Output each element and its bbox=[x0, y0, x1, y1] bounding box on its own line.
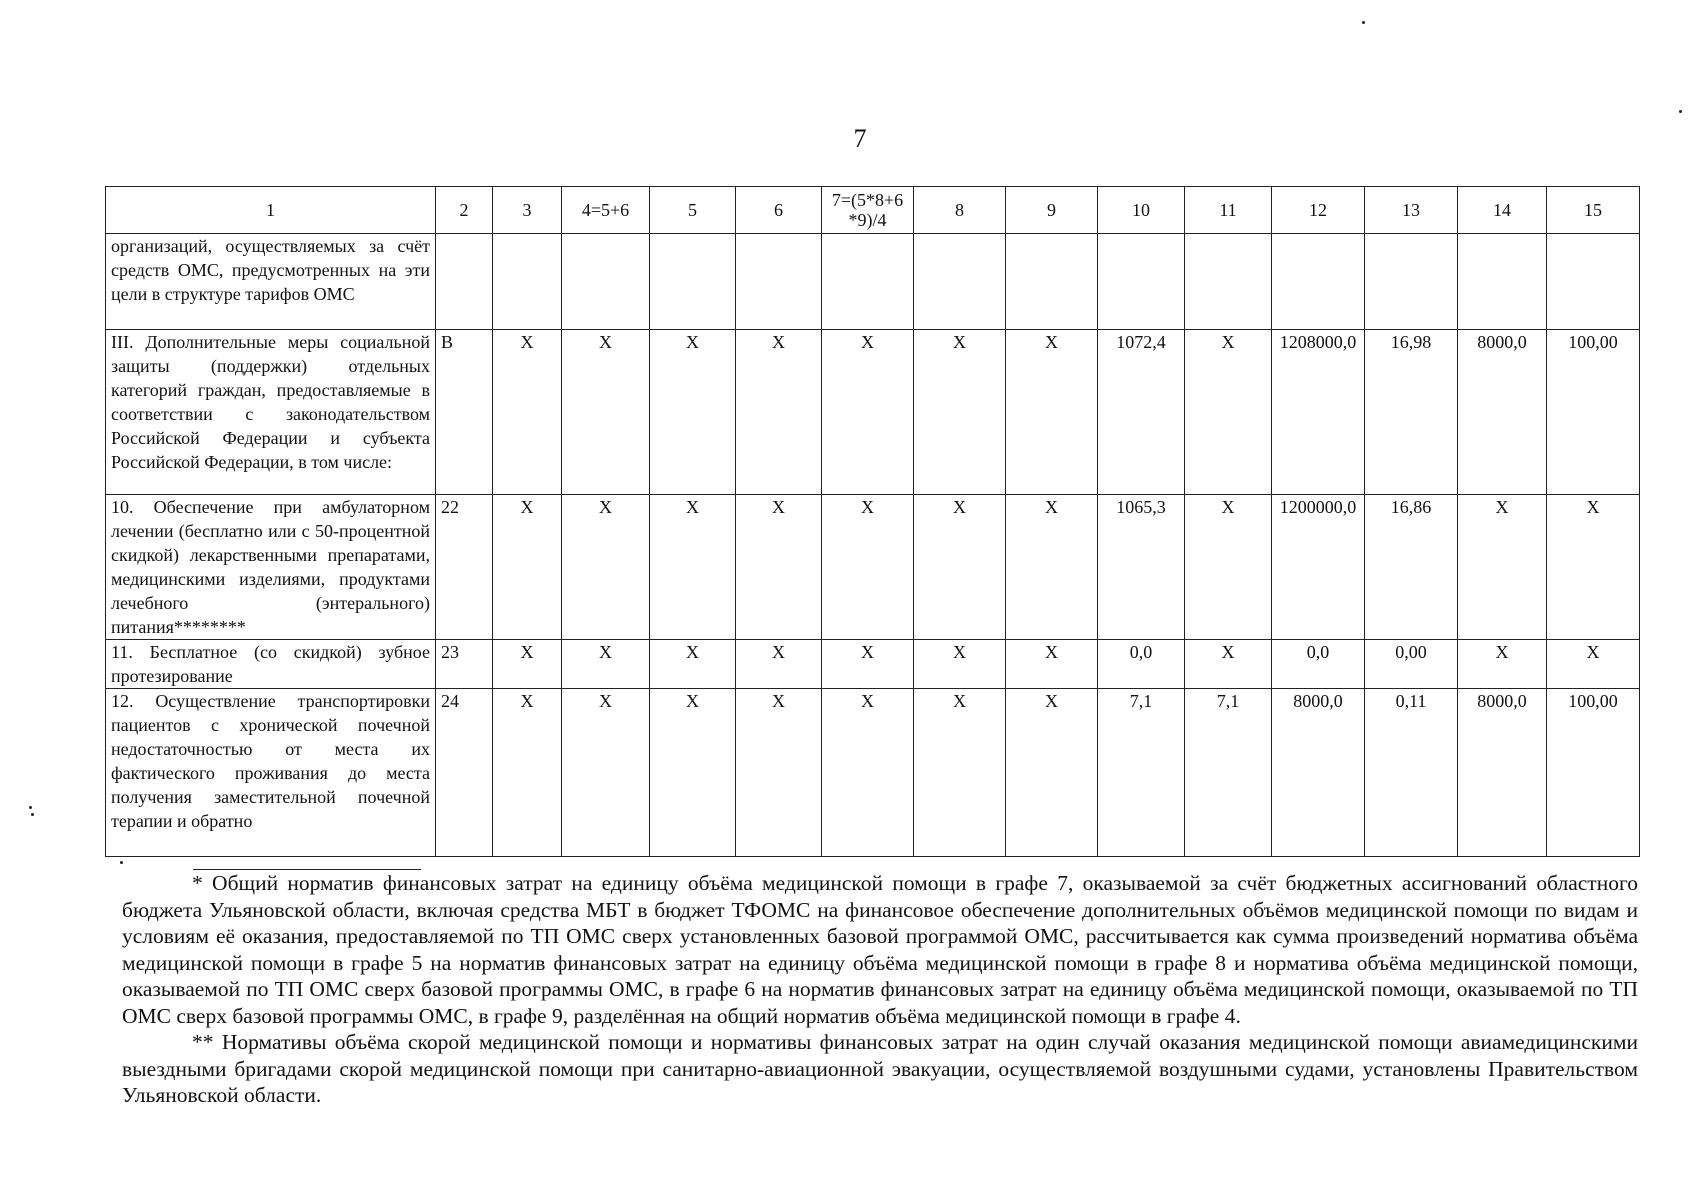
table-cell: Х bbox=[493, 330, 562, 495]
table-cell: Х bbox=[562, 689, 650, 857]
column-header: 10 bbox=[1098, 187, 1185, 234]
footnotes bbox=[122, 870, 1638, 1109]
table-cell: Х bbox=[562, 640, 650, 689]
table-cell bbox=[1006, 234, 1098, 330]
table-row bbox=[106, 689, 1640, 857]
table-cell: Х bbox=[1547, 640, 1640, 689]
table-cell: Х bbox=[1458, 640, 1547, 689]
table-cell: Х bbox=[650, 640, 736, 689]
column-header: 9 bbox=[1006, 187, 1098, 234]
scan-speck bbox=[29, 806, 32, 809]
table-cell: 1200000,0 bbox=[1272, 495, 1365, 640]
column-header: 11 bbox=[1185, 187, 1272, 234]
table-cell: 0,00 bbox=[1365, 640, 1458, 689]
row-code: 23 bbox=[436, 640, 493, 689]
column-header: 15 bbox=[1547, 187, 1640, 234]
footnote-2: ** Нормативы объёма скорой медицинской помощи и нормативы финансовых затрат на один случай оказания медицинской помощи авиамедицинскими выездными бригадами скорой медицинской помощи при санитарно-авиационной эвакуации, осуществляемой воздушными судами, установлены Правительством Ульяновской области. bbox=[122, 1030, 1638, 1107]
table-cell bbox=[650, 234, 736, 330]
row-description: III. Дополнительные меры социальной защиты (поддержки) отдельных категорий граждан, предоставляемые в соответствии с законодательством Российской Федерации и субъекта Российской Федерации, в том числе: bbox=[106, 330, 436, 495]
table-cell bbox=[822, 234, 914, 330]
table-cell bbox=[914, 234, 1006, 330]
table-cell: Х bbox=[914, 495, 1006, 640]
table-cell bbox=[562, 234, 650, 330]
table-cell: Х bbox=[1185, 640, 1272, 689]
column-header: 8 bbox=[914, 187, 1006, 234]
table-cell: Х bbox=[736, 640, 822, 689]
table-cell: Х bbox=[1458, 495, 1547, 640]
table-cell: Х bbox=[1006, 495, 1098, 640]
table-cell bbox=[1272, 234, 1365, 330]
table-cell: Х bbox=[736, 330, 822, 495]
table-cell: Х bbox=[1547, 495, 1640, 640]
column-header: 5 bbox=[650, 187, 736, 234]
table-cell: Х bbox=[736, 689, 822, 857]
table-cell: 0,0 bbox=[1098, 640, 1185, 689]
table-cell: 8000,0 bbox=[1458, 689, 1547, 857]
table-cell bbox=[493, 234, 562, 330]
table-row bbox=[106, 640, 1640, 689]
table-cell bbox=[736, 234, 822, 330]
table-cell: Х bbox=[914, 330, 1006, 495]
table-cell: 0,11 bbox=[1365, 689, 1458, 857]
header-row bbox=[106, 187, 1640, 234]
table-cell: 1065,3 bbox=[1098, 495, 1185, 640]
table-cell: Х bbox=[562, 495, 650, 640]
table-cell: 1072,4 bbox=[1098, 330, 1185, 495]
table-cell: 16,86 bbox=[1365, 495, 1458, 640]
standards-table bbox=[105, 186, 1640, 857]
table-cell: 100,00 bbox=[1547, 689, 1640, 857]
table-cell: Х bbox=[914, 640, 1006, 689]
table-cell: Х bbox=[650, 495, 736, 640]
row-description: организаций, осуществляемых за счёт средств ОМС, предусмотренных на эти цели в структуре тарифов ОМС bbox=[106, 234, 436, 330]
column-header: 2 bbox=[436, 187, 493, 234]
row-code: 22 bbox=[436, 495, 493, 640]
row-code: В bbox=[436, 330, 493, 495]
table-cell: 7,1 bbox=[1185, 689, 1272, 857]
table-cell: Х bbox=[1185, 330, 1272, 495]
table-cell: 7,1 bbox=[1098, 689, 1185, 857]
table-cell: Х bbox=[1006, 689, 1098, 857]
table-cell bbox=[1098, 234, 1185, 330]
table-row bbox=[106, 234, 1640, 330]
table-cell bbox=[1547, 234, 1640, 330]
table-cell bbox=[1458, 234, 1547, 330]
table-row bbox=[106, 495, 1640, 640]
table-cell: Х bbox=[650, 689, 736, 857]
row-code bbox=[436, 234, 493, 330]
column-header: 14 bbox=[1458, 187, 1547, 234]
row-description: 10. Обеспечение при амбулаторном лечении (бесплатно или с 50-процентной скидкой) лекарственными препаратами, медицинскими изделиями, продуктами лечебного (энтерального) питания******** bbox=[106, 495, 436, 640]
footnote-1: * Общий норматив финансовых затрат на единицу объёма медицинской помощи в графе 7, оказываемой за счёт бюджетных ассигнований областного бюджета Ульяновской области, включая средства МБТ в бюджет ТФОМС на финансовое обеспечение дополнительных объёмов медицинской помощи по видам и условиям её оказания, предоставляемой по ТП ОМС сверх установленных базовой программой ОМС, рассчитывается как сумма произведений норматива объёма медицинской помощи в графе 5 на норматив финансовых затрат на единицу объёма медицинской помощи в графе 8 и норматива объёма медицинской помощи, оказываемой по ТП ОМС сверх базовой программы ОМС, в графе 6 на норматив финансовых затрат на единицу объёма медицинской помощи, оказываемой по ТП ОМС сверх базовой программы ОМС, в графе 9, разделённая на общий норматив объёма медицинской помощи в графе 4. bbox=[122, 871, 1638, 1028]
column-header: 6 bbox=[736, 187, 822, 234]
table-cell: Х bbox=[562, 330, 650, 495]
row-description: 12. Осуществление транспортировки пациентов с хронической почечной недостаточностью от места их фактического проживания до места получения заместительной почечной терапии и обратно bbox=[106, 689, 436, 857]
table-row bbox=[106, 330, 1640, 495]
scan-speck bbox=[1679, 110, 1682, 113]
column-header: 13 bbox=[1365, 187, 1458, 234]
scan-speck bbox=[120, 861, 123, 864]
scan-speck bbox=[1362, 21, 1365, 24]
table-cell: 8000,0 bbox=[1272, 689, 1365, 857]
column-header: 4=5+6 bbox=[562, 187, 650, 234]
table-cell: 0,0 bbox=[1272, 640, 1365, 689]
table-cell: Х bbox=[1006, 330, 1098, 495]
table-cell: 16,98 bbox=[1365, 330, 1458, 495]
table-cell bbox=[1365, 234, 1458, 330]
table-cell: Х bbox=[493, 495, 562, 640]
table-cell: Х bbox=[822, 495, 914, 640]
scan-speck bbox=[31, 813, 34, 816]
row-description: 11. Бесплатное (со скидкой) зубное протезирование bbox=[106, 640, 436, 689]
table-cell: Х bbox=[914, 689, 1006, 857]
column-header: 12 bbox=[1272, 187, 1365, 234]
table-cell: Х bbox=[1006, 640, 1098, 689]
table-cell: Х bbox=[736, 495, 822, 640]
table-cell: 8000,0 bbox=[1458, 330, 1547, 495]
table-cell: Х bbox=[493, 689, 562, 857]
table-cell: 1208000,0 bbox=[1272, 330, 1365, 495]
column-header: 7=(5*8+6 *9)/4 bbox=[822, 187, 914, 234]
table-cell: Х bbox=[1185, 495, 1272, 640]
page-number: 7 bbox=[853, 124, 867, 153]
table-cell: Х bbox=[650, 330, 736, 495]
column-header: 1 bbox=[106, 187, 436, 234]
table-cell bbox=[1185, 234, 1272, 330]
table-cell: Х bbox=[493, 640, 562, 689]
row-code: 24 bbox=[436, 689, 493, 857]
table-cell: Х bbox=[822, 640, 914, 689]
table-cell: Х bbox=[822, 330, 914, 495]
column-header: 3 bbox=[493, 187, 562, 234]
table-cell: 100,00 bbox=[1547, 330, 1640, 495]
table-cell: Х bbox=[822, 689, 914, 857]
